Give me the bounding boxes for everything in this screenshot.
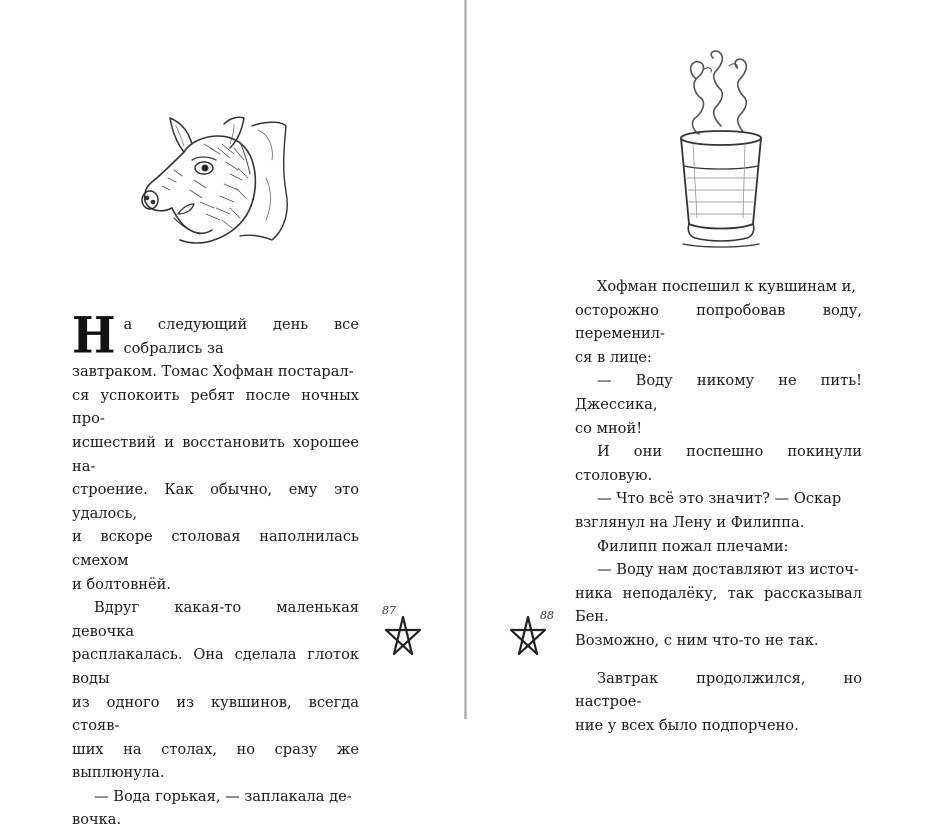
line: ние у всех было подпорчено. xyxy=(575,716,799,734)
paragraph xyxy=(575,369,862,440)
paragraph xyxy=(575,535,862,559)
line: ся успокоить ребят после ночных про- xyxy=(72,386,359,428)
line: взглянул на Лену и Филиппа. xyxy=(575,513,805,531)
line: и болтовнёй. xyxy=(72,575,172,593)
line: осторожно попробовав воду, переменил- xyxy=(575,301,862,343)
right-page-body xyxy=(575,275,862,737)
page-number: 88 xyxy=(540,609,554,622)
line: исшествий и восстановить хорошее на- xyxy=(72,433,359,475)
pentagram-icon xyxy=(507,614,549,662)
line: Филипп пожал плечами: xyxy=(597,537,789,555)
paragraph xyxy=(575,275,862,369)
line: ших на столах, но сразу же выплюнула. xyxy=(72,740,359,782)
paragraph xyxy=(72,596,359,785)
line: — Воду никому не пить! Джессика, xyxy=(575,372,862,413)
left-page xyxy=(0,0,465,829)
line: завтраком. Томас Хофман постарал- xyxy=(72,363,354,381)
left-page-body xyxy=(72,305,359,832)
paragraph xyxy=(575,558,862,652)
line: И они поспешно покинули столовую. xyxy=(575,443,862,484)
page-number: 87 xyxy=(382,604,396,617)
line: строение. Как обычно, ему это удалось, xyxy=(72,481,359,522)
right-page xyxy=(467,0,931,734)
line: — Воду нам доставляют из источ- xyxy=(597,561,859,579)
paragraph xyxy=(575,487,862,534)
line: Возможно, с ним что-то не так. xyxy=(575,631,819,649)
line: вочка. xyxy=(72,811,122,829)
line: — Что всё это значит? — Оскар xyxy=(597,490,842,508)
line: из одного из кувшинов, всегда стояв- xyxy=(72,693,359,735)
line: а следующий день все собрались за xyxy=(123,316,359,357)
paragraph xyxy=(575,667,862,738)
line: Завтрак продолжился, но настрое- xyxy=(575,669,862,711)
paragraph xyxy=(72,785,359,832)
paragraph xyxy=(72,305,359,596)
line: и вскоре столовая наполнилась смехом xyxy=(72,528,359,569)
line: Хофман поспешил к кувшинам и, xyxy=(597,278,857,295)
pentagram-icon xyxy=(382,614,424,662)
line: расплакалась. Она сделала глоток воды xyxy=(72,646,359,687)
steaming-glass-icon xyxy=(673,48,769,248)
boar-head-trophy-icon xyxy=(134,108,294,250)
line: ника неподалёку, так рассказывал Бен. xyxy=(575,584,862,626)
dropcap: Н xyxy=(72,305,116,365)
line: — Вода горькая, — заплакала де- xyxy=(94,787,352,805)
paragraph xyxy=(575,440,862,487)
line: со мной! xyxy=(575,419,643,437)
line: ся в лице: xyxy=(575,348,652,366)
line: Вдруг какая-то маленькая девочка xyxy=(72,599,359,640)
